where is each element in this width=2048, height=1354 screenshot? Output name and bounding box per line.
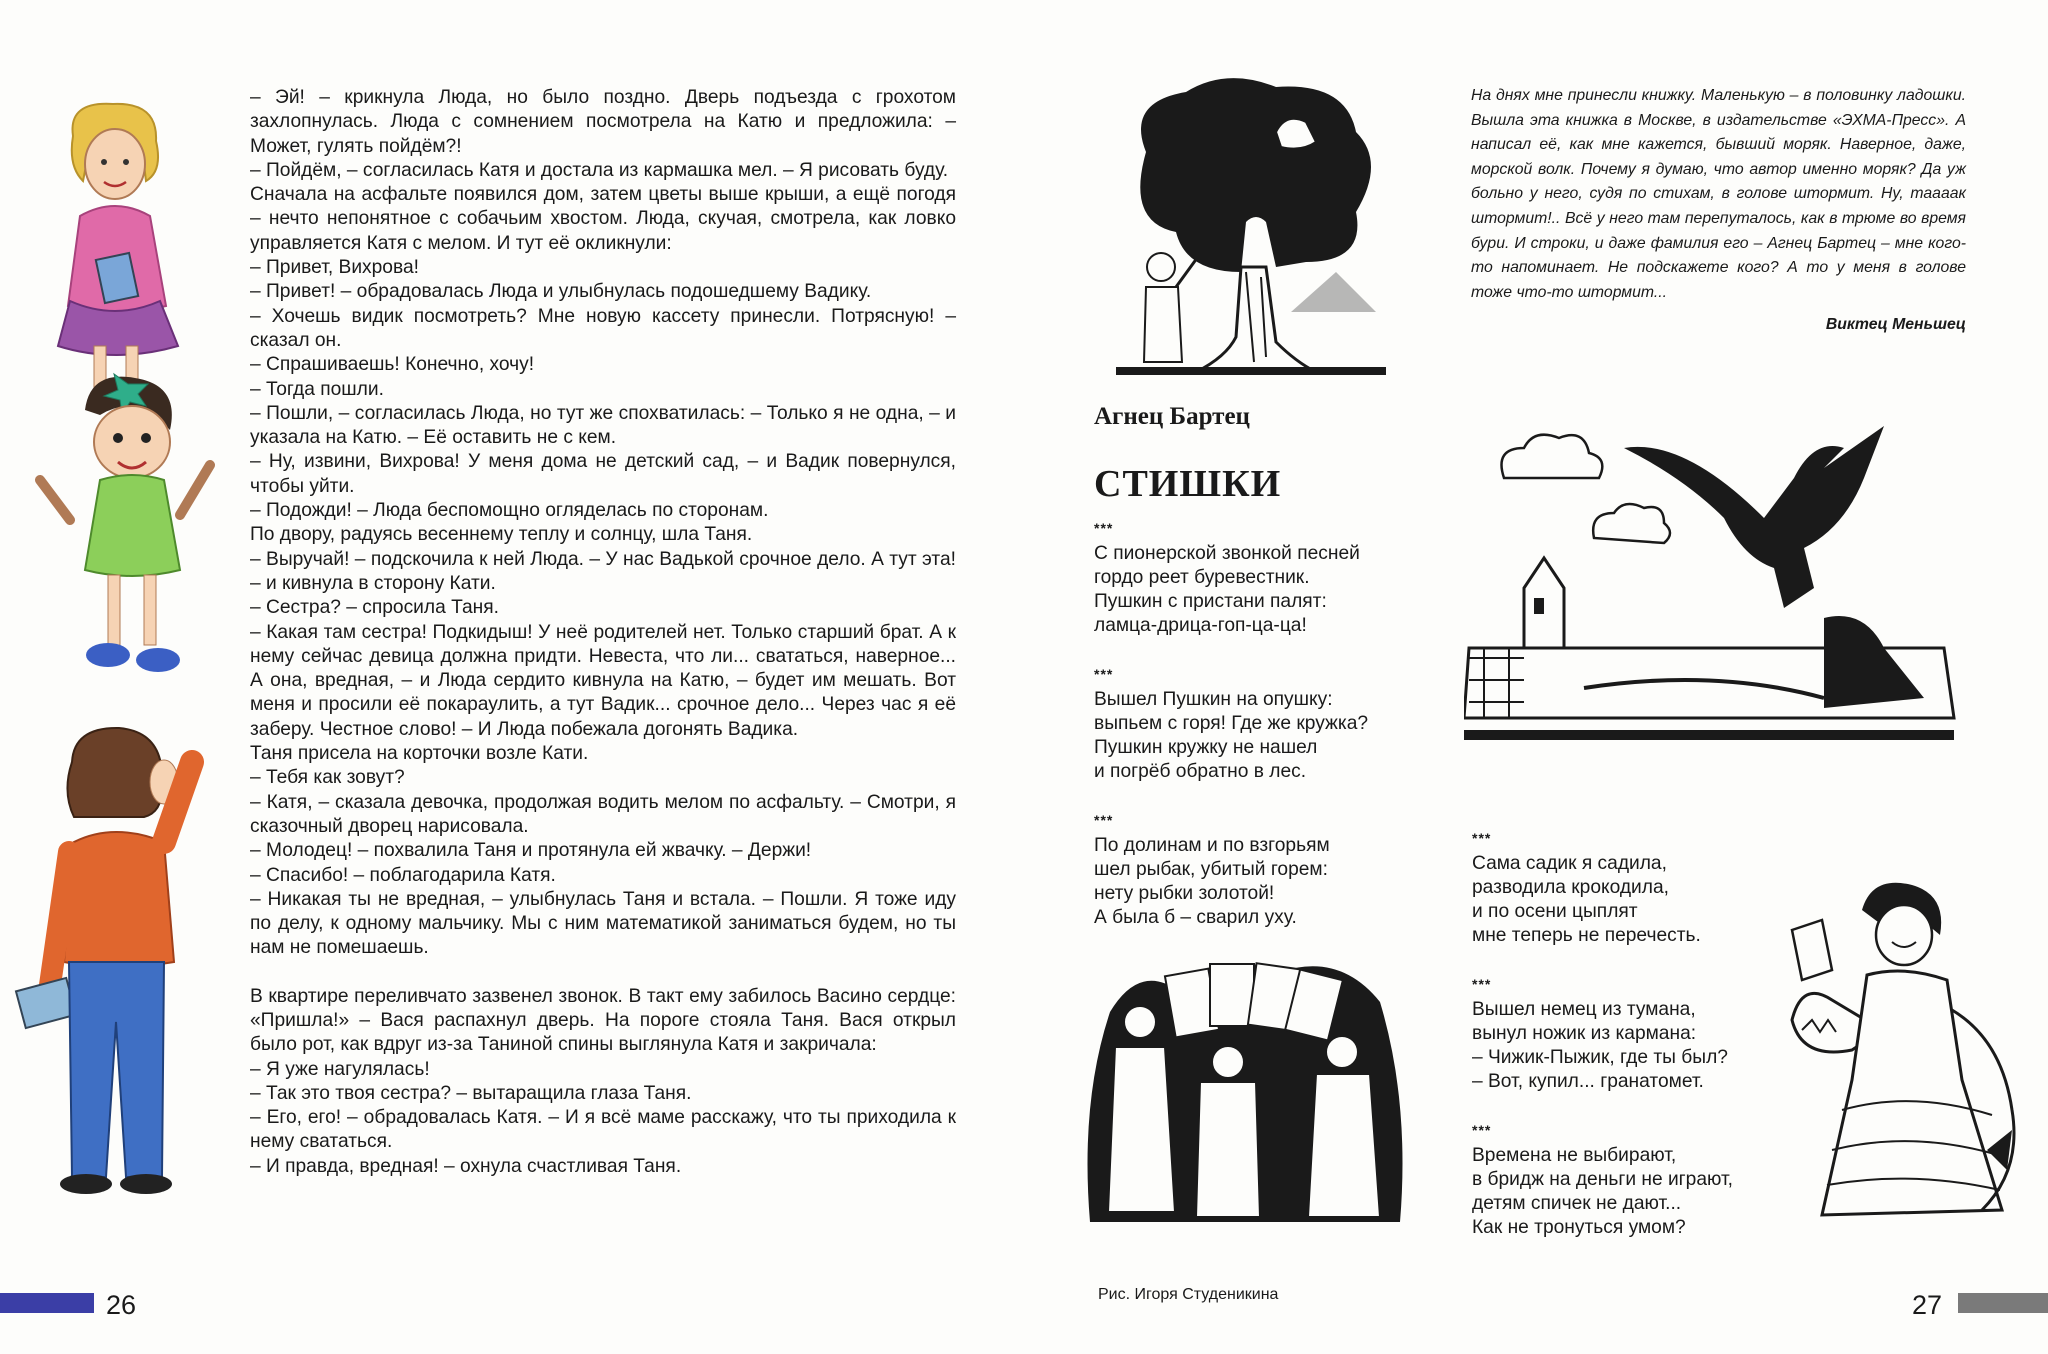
poem-line: детям спичек не дают... (1472, 1193, 1682, 1214)
girl-with-book-illustration (28, 96, 198, 408)
separator-stars: *** (1094, 520, 1114, 536)
poem-line: А была б – сварил уху. (1094, 907, 1297, 928)
separator-stars: *** (1094, 666, 1114, 682)
page-number: 26 (106, 1290, 137, 1320)
poem (1472, 828, 1701, 948)
poem (1094, 518, 1360, 638)
story-paragraph: – Тогда пошли. (250, 378, 384, 400)
story-paragraph: – Его, его! – обрадовалась Катя. – И я всё маме расскажу, что ты приходила к нему свататься. (250, 1107, 956, 1153)
poem-line: в бридж на деньги не играют, (1472, 1169, 1733, 1190)
intro-signature: Виктец Меньшец (1825, 316, 1966, 334)
poem-line: – Чижик-Пыжик, где ты был? (1472, 1047, 1728, 1068)
poem-line: и по осени цыплят (1472, 901, 1638, 922)
poem-line: – Вот, купил... гранатомет. (1472, 1071, 1704, 1092)
page-color-bar (0, 1293, 94, 1313)
story-paragraph: – Привет, Вихрова! (250, 257, 419, 279)
poem-line: вынул ножик из кармана: (1472, 1023, 1697, 1044)
story-paragraph: – Так это твоя сестра? – вытаращила глаза Таня. (250, 1082, 692, 1104)
story-paragraph: Таня присела на корточки возле Кати. (250, 743, 589, 765)
story-paragraph: – Привет! – обрадовалась Люда и улыбнулась подошедшему Вадику. (250, 281, 872, 303)
story-paragraph: – Ну, извини, Вихрова! У меня дома не детский сад, – и Вадик повернулся, чтобы уйти. (250, 451, 956, 497)
story-paragraph: – Я уже нагулялась! (250, 1058, 430, 1080)
story-paragraph: – И правда, вредная! – охнула счастливая Таня. (250, 1155, 682, 1177)
poem-line: и погрёб обратно в лес. (1094, 761, 1307, 782)
poem (1472, 974, 1728, 1094)
story-paragraph: – Хочешь видик посмотреть? Мне новую кассету принесли. Потрясную! – сказал он. (250, 305, 956, 351)
story-text (250, 86, 956, 1179)
woman-crocodile-illustration (1762, 880, 2032, 1250)
story-paragraph: – Выручай! – подскочила к ней Люда. – У нас Вадькой срочное дело. А тут эта! – и кивнула в сторону Кати. (250, 548, 956, 594)
poem-line: нету рыбки золотой! (1094, 883, 1275, 904)
poem-line: мне теперь не перечесть. (1472, 925, 1701, 946)
story-paragraph: По двору, радуясь весеннему теплу и солнцу, шла Таня. (250, 524, 753, 546)
story-paragraph: – Спрашиваешь! Конечно, хочу! (250, 354, 535, 376)
story-paragraph: – Пойдём, – согласилась Катя и достала из кармашка мел. – Я рисовать буду. (250, 159, 949, 181)
story-paragraph: – Спасибо! – поблагодарила Катя. (250, 864, 556, 886)
poem (1094, 664, 1368, 784)
story-paragraph: В квартире переливчато зазвенел звонок. В такт ему забилось Васино сердце: «Пришла!» – Вася распахнул дверь. На пороге стояла Таня. Вася открыл было рот, как вдруг из-за Таниной спины выглянула Катя и закричала: (250, 985, 956, 1056)
story-paragraph: – Сестра? – спросила Таня. (250, 597, 499, 619)
separator-stars: *** (1472, 976, 1492, 992)
poem-line: выпьем с горя! Где же кружка? (1094, 713, 1369, 734)
poem (1472, 1120, 1733, 1240)
poem-line: Как не тронуться умом? (1472, 1217, 1686, 1238)
story-paragraph: – Эй! – крикнула Люда, но было поздно. Дверь подъезда с грохотом захлопнулась. Люда с сомнением посмотрела на Катю и предложила: – Может, гулять пойдём?! (250, 87, 956, 157)
poem (1094, 810, 1330, 930)
poem-line: разводила крокодила, (1472, 877, 1669, 898)
card-players-illustration (1080, 952, 1410, 1242)
illustration-credit: Рис. Игоря Студеникина (1098, 1286, 1279, 1303)
poem-line: ламца-дрица-гоп-ца-ца! (1094, 615, 1307, 636)
poem-line: гордо реет буревестник. (1094, 567, 1310, 588)
poem-line: шел рыбак, убитый горем: (1094, 859, 1328, 880)
separator-stars: *** (1472, 1122, 1492, 1138)
story-paragraph: – Подожди! – Люда беспомощно огляделась по сторонам. (250, 500, 769, 522)
little-girl-illustration (30, 370, 220, 680)
intro-paragraph: На днях мне принесли книжку. Маленькую – в половинку ладошки. Вышла эта книжка в Москве, в издательстве «ЭХМА-Пресс». А написал её, как мне кажется, бывший моряк. Наверное, даже, морской волк. Почему я думаю, что автор именно моряк? Да уж больно у него, судя по стихам, в голове штормит. Ну, таааак штормит!.. Всё у него там перепуталось, как в трюме во время бури. И строки, и даже фамилия его – Агнец Бартец – мне кого-то напоминает. Не подскажете кого? А то у меня в голове тоже что-то штормит... (1471, 87, 1966, 301)
poem-line: Пушкин с пристани палят: (1094, 591, 1327, 612)
poem-line: По долинам и по взгорьям (1094, 835, 1330, 856)
right-page (1024, 0, 2048, 1354)
page-number: 27 (1912, 1290, 1943, 1320)
story-paragraph: – Никакая ты не вредная, – улыбнулась Таня и встала. – Пошли. Я тоже иду по делу, к одному мальчику. Мы с ним математикой заниматься будем, но ты нам не помешаешь. (250, 888, 956, 959)
seagull-harbor-illustration (1464, 418, 1974, 774)
story-paragraph: – Катя, – сказала девочка, продолжая водить мелом по асфальту. – Смотри, я сказочный дворец нарисовала. (250, 791, 956, 837)
intro-text (1471, 84, 1966, 338)
poem-line: Пушкин кружку не нашел (1094, 737, 1318, 758)
poem-line: Вышел немец из тумана, (1472, 999, 1696, 1020)
story-paragraph: – Тебя как зовут? (250, 767, 405, 789)
page-color-bar (1958, 1293, 2048, 1313)
separator-stars: *** (1094, 812, 1114, 828)
poems-title: СТИШКИ (1094, 463, 1282, 505)
story-paragraph: Сначала на асфальте появился дом, затем цветы выше крыши, а ещё погодя – нечто непонятное с собачьим хвостом. Люда, скучая, смотрела, как ловко управляется Катя с мелом. И тут её окликнули: (250, 184, 956, 254)
poem-line: Вышел Пушкин на опушку: (1094, 689, 1333, 710)
story-paragraph: – Молодец! – похвалила Таня и протянула ей жвачку. – Держи! (250, 840, 812, 862)
poem-line: Сама садик я садила, (1472, 853, 1667, 874)
separator-stars: *** (1472, 830, 1492, 846)
poem-line: Времена не выбирают, (1472, 1145, 1677, 1166)
author-name: Агнец Бартец (1094, 403, 1250, 430)
boy-illustration (14, 722, 214, 1212)
tree-bird-illustration (1106, 72, 1396, 384)
poem-line: С пионерской звонкой песней (1094, 543, 1360, 564)
story-paragraph: – Пошли, – согласилась Люда, но тут же спохватилась: – Только я не одна, – и указала на Катю. – Её оставить не с кем. (250, 402, 956, 449)
story-paragraph: – Какая там сестра! Подкидыш! У неё родителей нет. Только старший брат. А к нему сейчас девица должна придти. Невеста, что ли... свататься, наверное... А она, вредная, – и Люда сердито кивнула на Катю, – будет им мешать. Вот меня и просили её покараулить, а тут Вадик... срочное дело... Через час я её заберу. Честное слово! – И Люда побежала догонять Вадика. (250, 621, 956, 740)
